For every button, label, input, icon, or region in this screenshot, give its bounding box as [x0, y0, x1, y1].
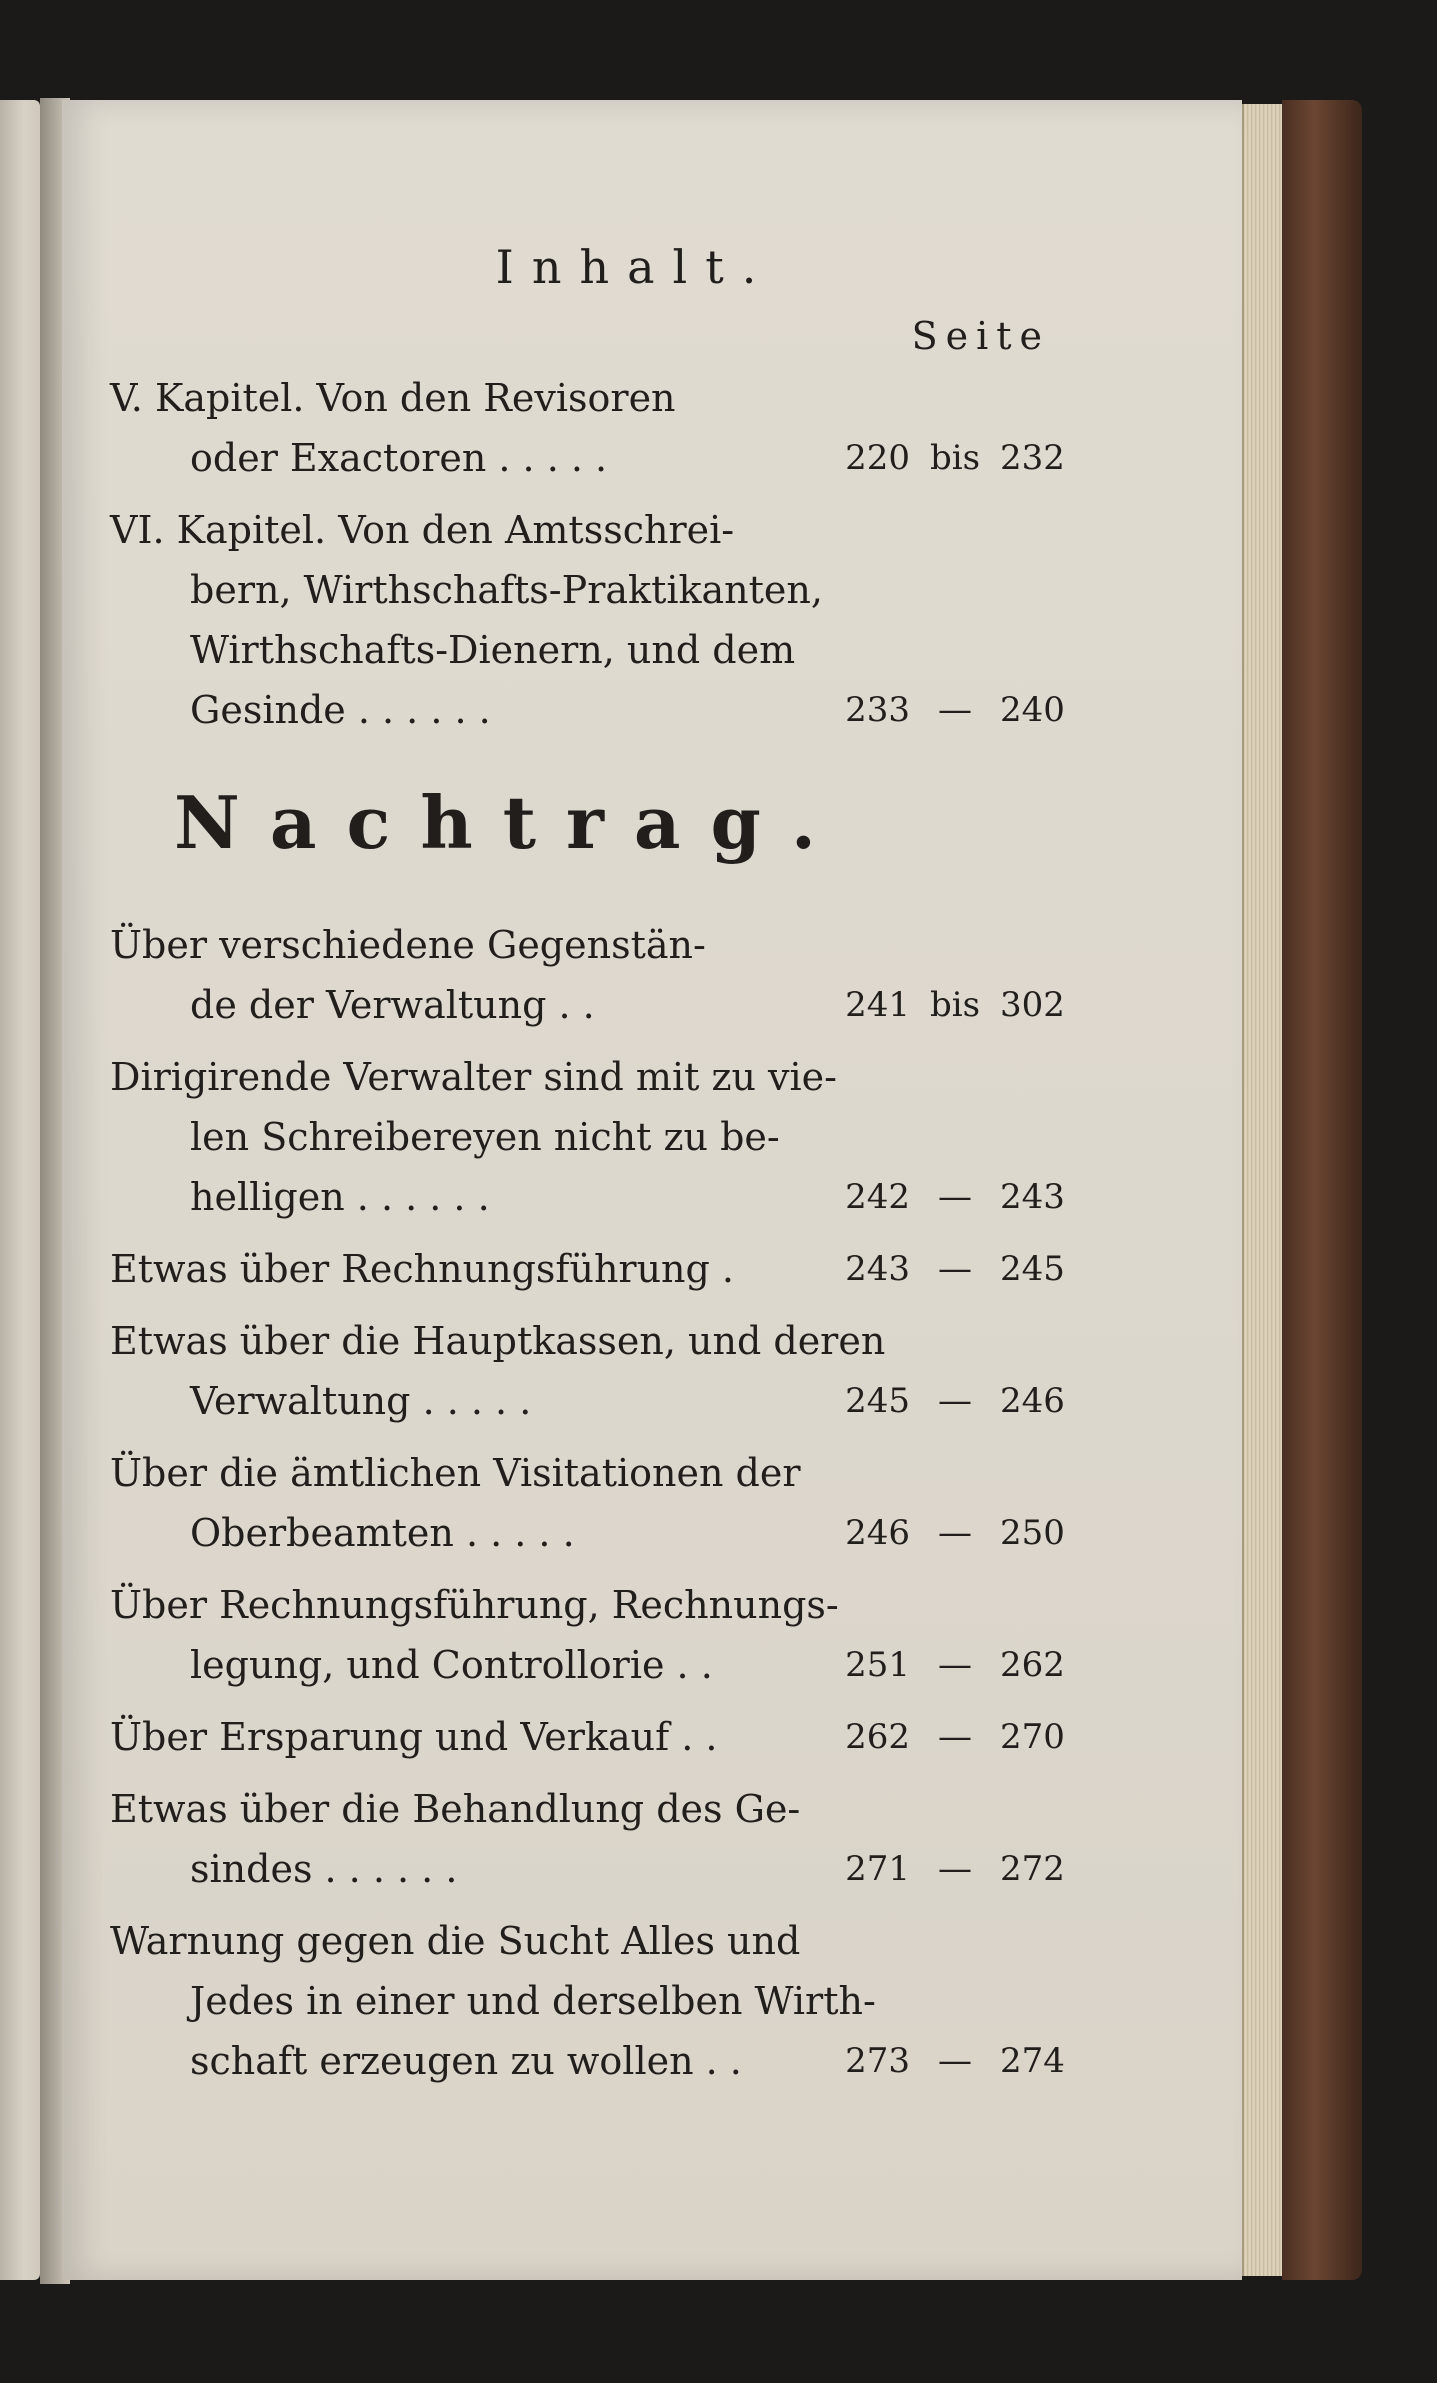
page-separator: —: [938, 1381, 972, 1421]
toc-page-range: [810, 975, 1100, 1035]
toc-entry-line: Warnung gegen die Sucht Alles und: [110, 1919, 801, 1963]
toc-entry-line: oder Exactoren . . . . .: [190, 436, 608, 480]
page-end: 240: [1000, 690, 1065, 730]
page-end: 272: [1000, 1849, 1065, 1889]
toc-entry-line: V. Kapitel. Von den Revisoren: [110, 376, 676, 420]
page-separator: —: [938, 2041, 972, 2081]
page-start: 273: [845, 2041, 910, 2081]
toc-page-range: [810, 680, 1100, 740]
toc-page-range: [810, 1839, 1100, 1899]
page-separator: —: [938, 1849, 972, 1889]
page-start: 262: [845, 1717, 910, 1757]
toc-entry: [110, 1047, 1110, 1227]
nachtrag-title: Nachtrag.: [174, 780, 846, 865]
toc-entry: [110, 500, 1110, 740]
page-block-edge: [1242, 104, 1284, 2276]
toc-entry: [110, 1575, 1110, 1695]
page-start: 233: [845, 690, 910, 730]
chapter-list: [110, 368, 1110, 740]
toc-entry-line: Etwas über die Behandlung des Ge-: [110, 1787, 801, 1831]
page-end: 270: [1000, 1717, 1065, 1757]
toc-entry: [110, 1239, 1110, 1299]
toc-entry-line: Dirigirende Verwalter sind mit zu vie-: [110, 1055, 837, 1099]
column-label-seite: Seite: [911, 314, 1050, 358]
page-end: 246: [1000, 1381, 1065, 1421]
page-start: 220: [845, 438, 910, 478]
page-separator: —: [938, 1177, 972, 1217]
toc-entry-line: bern, Wirthschafts-Praktikanten,: [190, 568, 823, 612]
toc-entry: [110, 1707, 1110, 1767]
page-end: 243: [1000, 1177, 1065, 1217]
toc-entry: [110, 1311, 1110, 1431]
toc-page-range: [810, 1371, 1100, 1431]
page-start: 241: [845, 985, 910, 1025]
toc-page-range: [810, 1239, 1100, 1299]
toc-entry-line: helligen . . . . . .: [190, 1175, 490, 1219]
toc-page-range: [810, 1167, 1100, 1227]
page-end: 232: [1000, 438, 1065, 478]
toc-page-range: [810, 428, 1100, 488]
page-separator: bis: [929, 438, 981, 478]
toc-entry-line: Etwas über die Hauptkassen, und deren: [110, 1319, 886, 1363]
table-of-contents: [110, 240, 1110, 2103]
page-title: Inhalt.: [495, 240, 775, 294]
toc-entry-line: Jedes in einer und derselben Wirth-: [190, 1979, 876, 2023]
page-start: 243: [845, 1249, 910, 1289]
page-start: 245: [845, 1381, 910, 1421]
toc-page-range: [810, 1503, 1100, 1563]
page-separator: —: [938, 690, 972, 730]
toc-entry-line: Gesinde . . . . . .: [190, 688, 491, 732]
toc-entry-line: Wirthschafts-Dienern, und dem: [190, 628, 796, 672]
toc-entry-line: schaft erzeugen zu wollen . .: [190, 2039, 742, 2083]
toc-entry-line: Über die ämtlichen Visitationen der: [110, 1451, 801, 1495]
toc-entry-line: Über Rechnungsführung, Rechnungs-: [110, 1583, 839, 1627]
toc-entry: [110, 1443, 1110, 1563]
toc-entry-line: de der Verwaltung . .: [190, 983, 595, 1027]
nachtrag-list: [110, 915, 1110, 2091]
page-end: 302: [1000, 985, 1065, 1025]
page-start: 242: [845, 1177, 910, 1217]
page-separator: —: [938, 1717, 972, 1757]
toc-entry-line: sindes . . . . . .: [190, 1847, 458, 1891]
page-start: 271: [845, 1849, 910, 1889]
toc-entry-line: Über verschiedene Gegenstän-: [110, 923, 706, 967]
toc-entry-line: len Schreibereyen nicht zu be-: [190, 1115, 780, 1159]
page-end: 245: [1000, 1249, 1065, 1289]
toc-entry-line: Über Ersparung und Verkauf . .: [110, 1715, 718, 1759]
toc-entry-line: legung, und Controllorie . .: [190, 1643, 713, 1687]
page-separator: bis: [929, 985, 981, 1025]
toc-entry-line: Etwas über Rechnungsführung .: [110, 1247, 735, 1291]
page-separator: —: [938, 1249, 972, 1289]
toc-page-range: [810, 2031, 1100, 2091]
toc-entry: [110, 1911, 1110, 2091]
page-end: 250: [1000, 1513, 1065, 1553]
page-start: 251: [845, 1645, 910, 1685]
toc-entry-line: Verwaltung . . . . .: [190, 1379, 532, 1423]
toc-entry: [110, 368, 1110, 488]
toc-entry: [110, 915, 1110, 1035]
page-separator: —: [938, 1645, 972, 1685]
toc-entry-line: Oberbeamten . . . . .: [190, 1511, 575, 1555]
page-end: 262: [1000, 1645, 1065, 1685]
page-separator: —: [938, 1513, 972, 1553]
book-cover: [1282, 100, 1362, 2280]
page-end: 274: [1000, 2041, 1065, 2081]
toc-page-range: [810, 1707, 1100, 1767]
toc-page-range: [810, 1635, 1100, 1695]
toc-entry: [110, 1779, 1110, 1899]
left-page-edge: [0, 100, 40, 2280]
page-start: 246: [845, 1513, 910, 1553]
toc-entry-line: VI. Kapitel. Von den Amtsschrei-: [110, 508, 735, 552]
